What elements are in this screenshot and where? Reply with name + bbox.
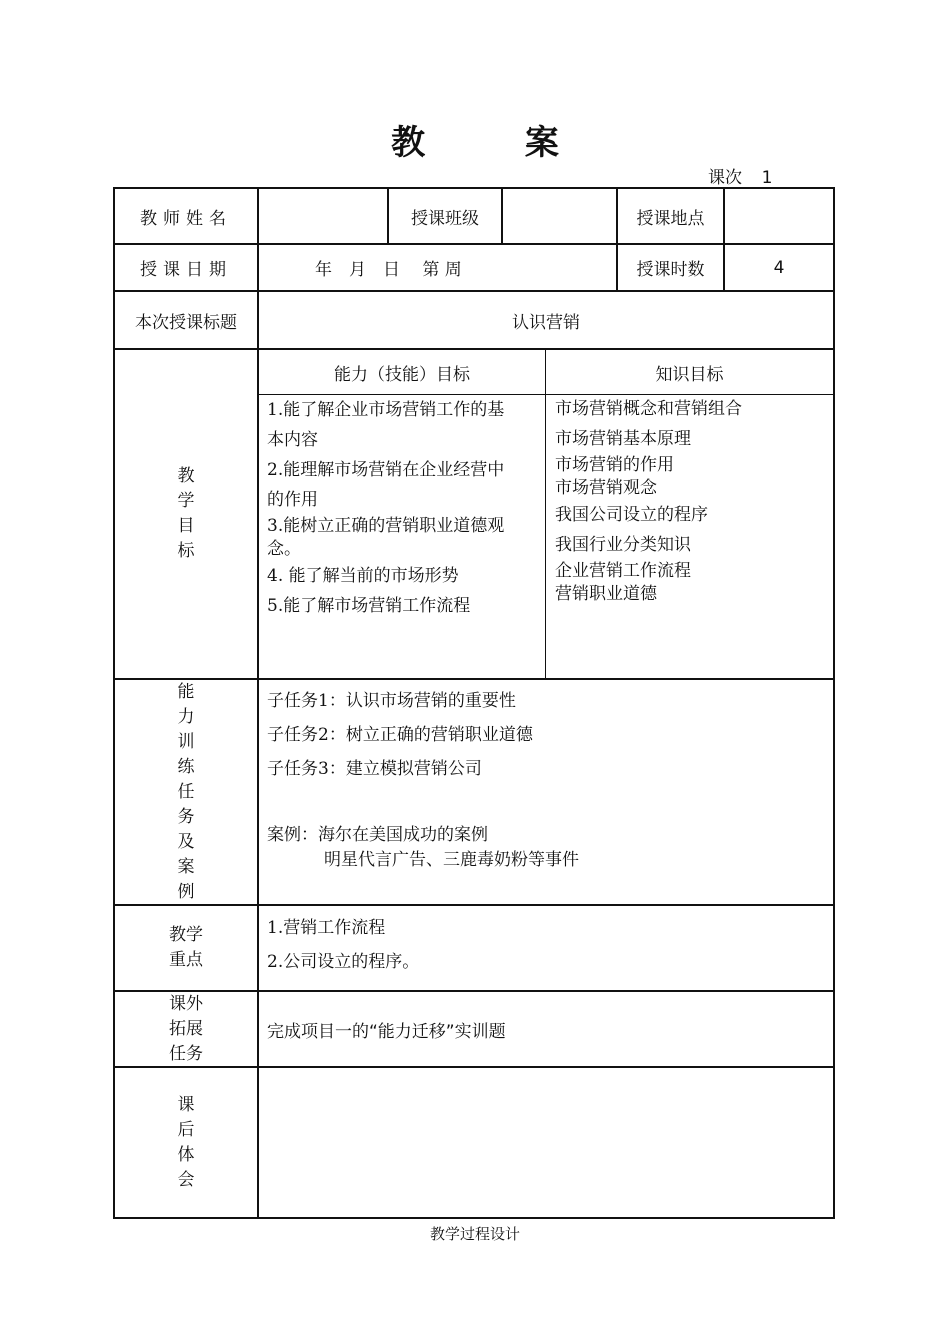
case-line: 明星代言广告、三鹿毒奶粉等事件: [324, 850, 579, 870]
date-value[interactable]: 年 月 日 第 周: [315, 260, 462, 280]
extension-label: 课外 拓展 任务: [169, 993, 203, 1064]
list-item: 1.营销工作流程: [267, 918, 386, 938]
ability-objectives-list: [267, 395, 542, 621]
lesson-number-value: 1: [742, 168, 792, 189]
hours-value[interactable]: 4: [773, 257, 785, 278]
lesson-plan-table: [113, 187, 835, 1219]
class-value[interactable]: [503, 189, 616, 243]
ability-objectives-header: 能力（技能）目标: [334, 364, 470, 385]
knowledge-objectives-header: 知识目标: [655, 364, 724, 385]
footer-caption: 教学过程设计: [429, 1225, 520, 1243]
reflection-value[interactable]: [259, 1068, 833, 1217]
lesson-number-label: 课次: [708, 168, 742, 188]
tasks-list: [267, 684, 827, 786]
list-item: 1.能了解企业市场营销工作的基: [267, 400, 505, 420]
knowledge-objectives-list: [555, 394, 829, 606]
key-points-list: [267, 911, 827, 979]
list-item: 子任务1：认识市场营销的重要性: [267, 691, 516, 711]
tasks-label: 能 力 训 练 任 务 及 案 例: [177, 681, 195, 902]
class-label: 授课班级: [411, 208, 479, 229]
extension-value[interactable]: 完成项目一的“能力迁移”实训题: [267, 1021, 506, 1042]
list-item: 3.能树立正确的营销职业道德观: [267, 516, 505, 536]
lesson-number: [708, 163, 792, 189]
document-title: 教 案: [391, 123, 603, 163]
case-examples: [267, 823, 827, 873]
topic-value[interactable]: 认识营销: [512, 312, 580, 333]
hours-label: 授课时数: [636, 260, 705, 280]
list-item: 市场营销概念和营销组合: [555, 399, 742, 419]
list-item: 市场营销基本原理: [555, 429, 691, 449]
teacher-name-label: 教师姓名: [140, 208, 232, 229]
place-label: 授课地点: [636, 208, 705, 229]
teacher-name-value[interactable]: [259, 189, 387, 243]
list-item: 的作用: [267, 490, 318, 510]
place-value[interactable]: [725, 189, 833, 243]
list-item: 市场营销观念: [555, 478, 657, 498]
case-line: 案例：海尔在美国成功的案例: [267, 825, 488, 845]
reflection-label: 课 后 体 会: [177, 1094, 195, 1190]
list-item: 我国行业分类知识: [555, 535, 691, 555]
list-item: 企业营销工作流程: [555, 561, 691, 581]
objectives-label: 教 学 目 标: [177, 466, 195, 561]
key-points-label: 教学 重点: [169, 925, 203, 970]
list-item: 5.能了解市场营销工作流程: [267, 596, 471, 616]
list-item: 2.公司设立的程序。: [267, 952, 420, 972]
date-label: 授课日期: [140, 260, 232, 280]
list-item: 2.能理解市场营销在企业经营中: [267, 460, 505, 480]
list-item: 子任务2：树立正确的营销职业道德: [267, 725, 533, 745]
list-item: 营销职业道德: [555, 584, 657, 604]
list-item: 子任务3：建立模拟营销公司: [267, 759, 482, 779]
list-item: 念。: [267, 539, 301, 559]
list-item: 我国公司设立的程序: [555, 505, 708, 525]
list-item: 4. 能了解当前的市场形势: [267, 566, 459, 586]
list-item: 市场营销的作用: [555, 455, 674, 475]
topic-label: 本次授课标题: [135, 312, 237, 333]
list-item: 本内容: [267, 430, 318, 450]
